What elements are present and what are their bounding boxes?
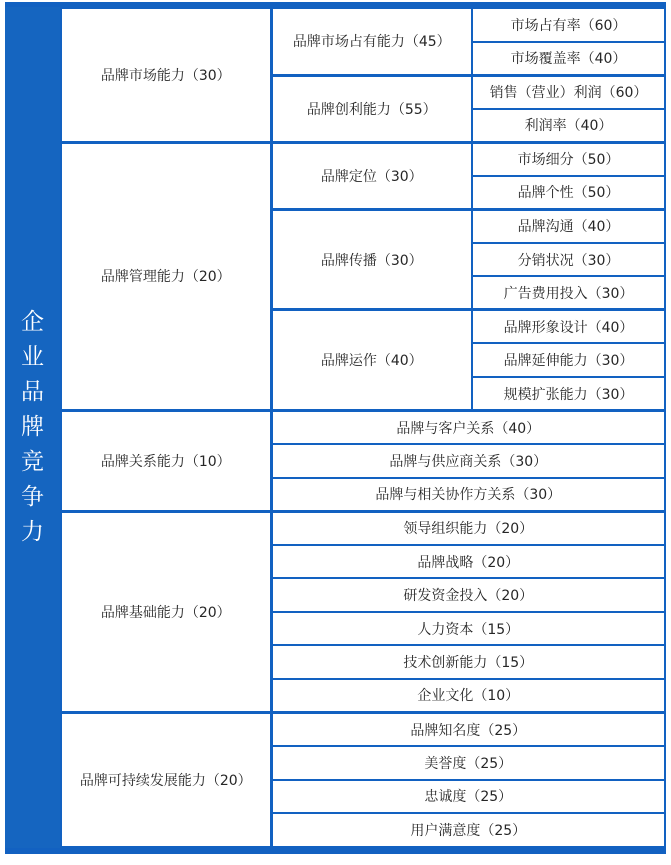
section-cell-management-capability: 品牌管理能力（20） bbox=[61, 142, 271, 410]
diagram-body bbox=[5, 7, 666, 848]
root-char: 品 bbox=[21, 379, 44, 405]
group-cell-profit-capability: 品牌创利能力（55） bbox=[271, 75, 472, 142]
table-row bbox=[61, 511, 665, 545]
table-row bbox=[61, 8, 665, 42]
root-char: 牌 bbox=[21, 414, 44, 440]
root-char: 企 bbox=[21, 309, 44, 335]
leaf-cell: 品牌知名度（25） bbox=[271, 712, 665, 746]
leaf-cell: 市场细分（50） bbox=[472, 142, 665, 176]
leaf-cell: 企业文化（10） bbox=[271, 679, 665, 713]
leaf-cell: 技术创新能力（15） bbox=[271, 645, 665, 679]
root-char: 力 bbox=[21, 519, 44, 545]
leaf-cell: 规模扩张能力（30） bbox=[472, 377, 665, 411]
indicator-table bbox=[60, 7, 666, 848]
leaf-cell: 广告费用投入（30） bbox=[472, 276, 665, 310]
table-row bbox=[61, 712, 665, 746]
leaf-cell: 品牌与供应商关系（30） bbox=[271, 444, 665, 478]
leaf-cell: 市场占有率（60） bbox=[472, 8, 665, 42]
leaf-cell: 用户满意度（25） bbox=[271, 813, 665, 847]
leaf-cell: 研发资金投入（20） bbox=[271, 578, 665, 612]
leaf-cell: 领导组织能力（20） bbox=[271, 511, 665, 545]
root-node-enterprise-brand-competitiveness bbox=[5, 7, 60, 848]
leaf-cell: 品牌与客户关系（40） bbox=[271, 411, 665, 445]
leaf-cell: 市场覆盖率（40） bbox=[472, 42, 665, 76]
root-char: 业 bbox=[21, 344, 44, 370]
leaf-cell: 品牌个性（50） bbox=[472, 176, 665, 210]
leaf-cell: 品牌沟通（40） bbox=[472, 209, 665, 243]
section-cell-market-capability: 品牌市场能力（30） bbox=[61, 8, 271, 142]
leaf-cell: 品牌形象设计（40） bbox=[472, 310, 665, 344]
leaf-cell: 美誉度（25） bbox=[271, 746, 665, 780]
group-cell-brand-positioning: 品牌定位（30） bbox=[271, 142, 472, 209]
leaf-cell: 品牌延伸能力（30） bbox=[472, 343, 665, 377]
group-cell-brand-operation: 品牌运作（40） bbox=[271, 310, 472, 411]
table-row bbox=[61, 411, 665, 445]
bottom-border-bar bbox=[5, 848, 666, 854]
group-cell-brand-communication: 品牌传播（30） bbox=[271, 209, 472, 310]
leaf-cell: 人力资本（15） bbox=[271, 612, 665, 646]
leaf-cell: 利润率（40） bbox=[472, 109, 665, 143]
root-char: 竞 bbox=[21, 449, 44, 475]
leaf-cell: 品牌与相关协作方关系（30） bbox=[271, 478, 665, 512]
leaf-cell: 忠诚度（25） bbox=[271, 780, 665, 814]
leaf-cell: 销售（营业）利润（60） bbox=[472, 75, 665, 109]
section-cell-sustainable-development-capability: 品牌可持续发展能力（20） bbox=[61, 712, 271, 847]
root-char: 争 bbox=[21, 484, 44, 510]
section-cell-foundation-capability: 品牌基础能力（20） bbox=[61, 511, 271, 712]
table-row bbox=[61, 142, 665, 176]
section-cell-relationship-capability: 品牌关系能力（10） bbox=[61, 411, 271, 512]
leaf-cell: 分销状况（30） bbox=[472, 243, 665, 277]
group-cell-market-share-capability: 品牌市场占有能力（45） bbox=[271, 8, 472, 75]
leaf-cell: 品牌战略（20） bbox=[271, 545, 665, 579]
